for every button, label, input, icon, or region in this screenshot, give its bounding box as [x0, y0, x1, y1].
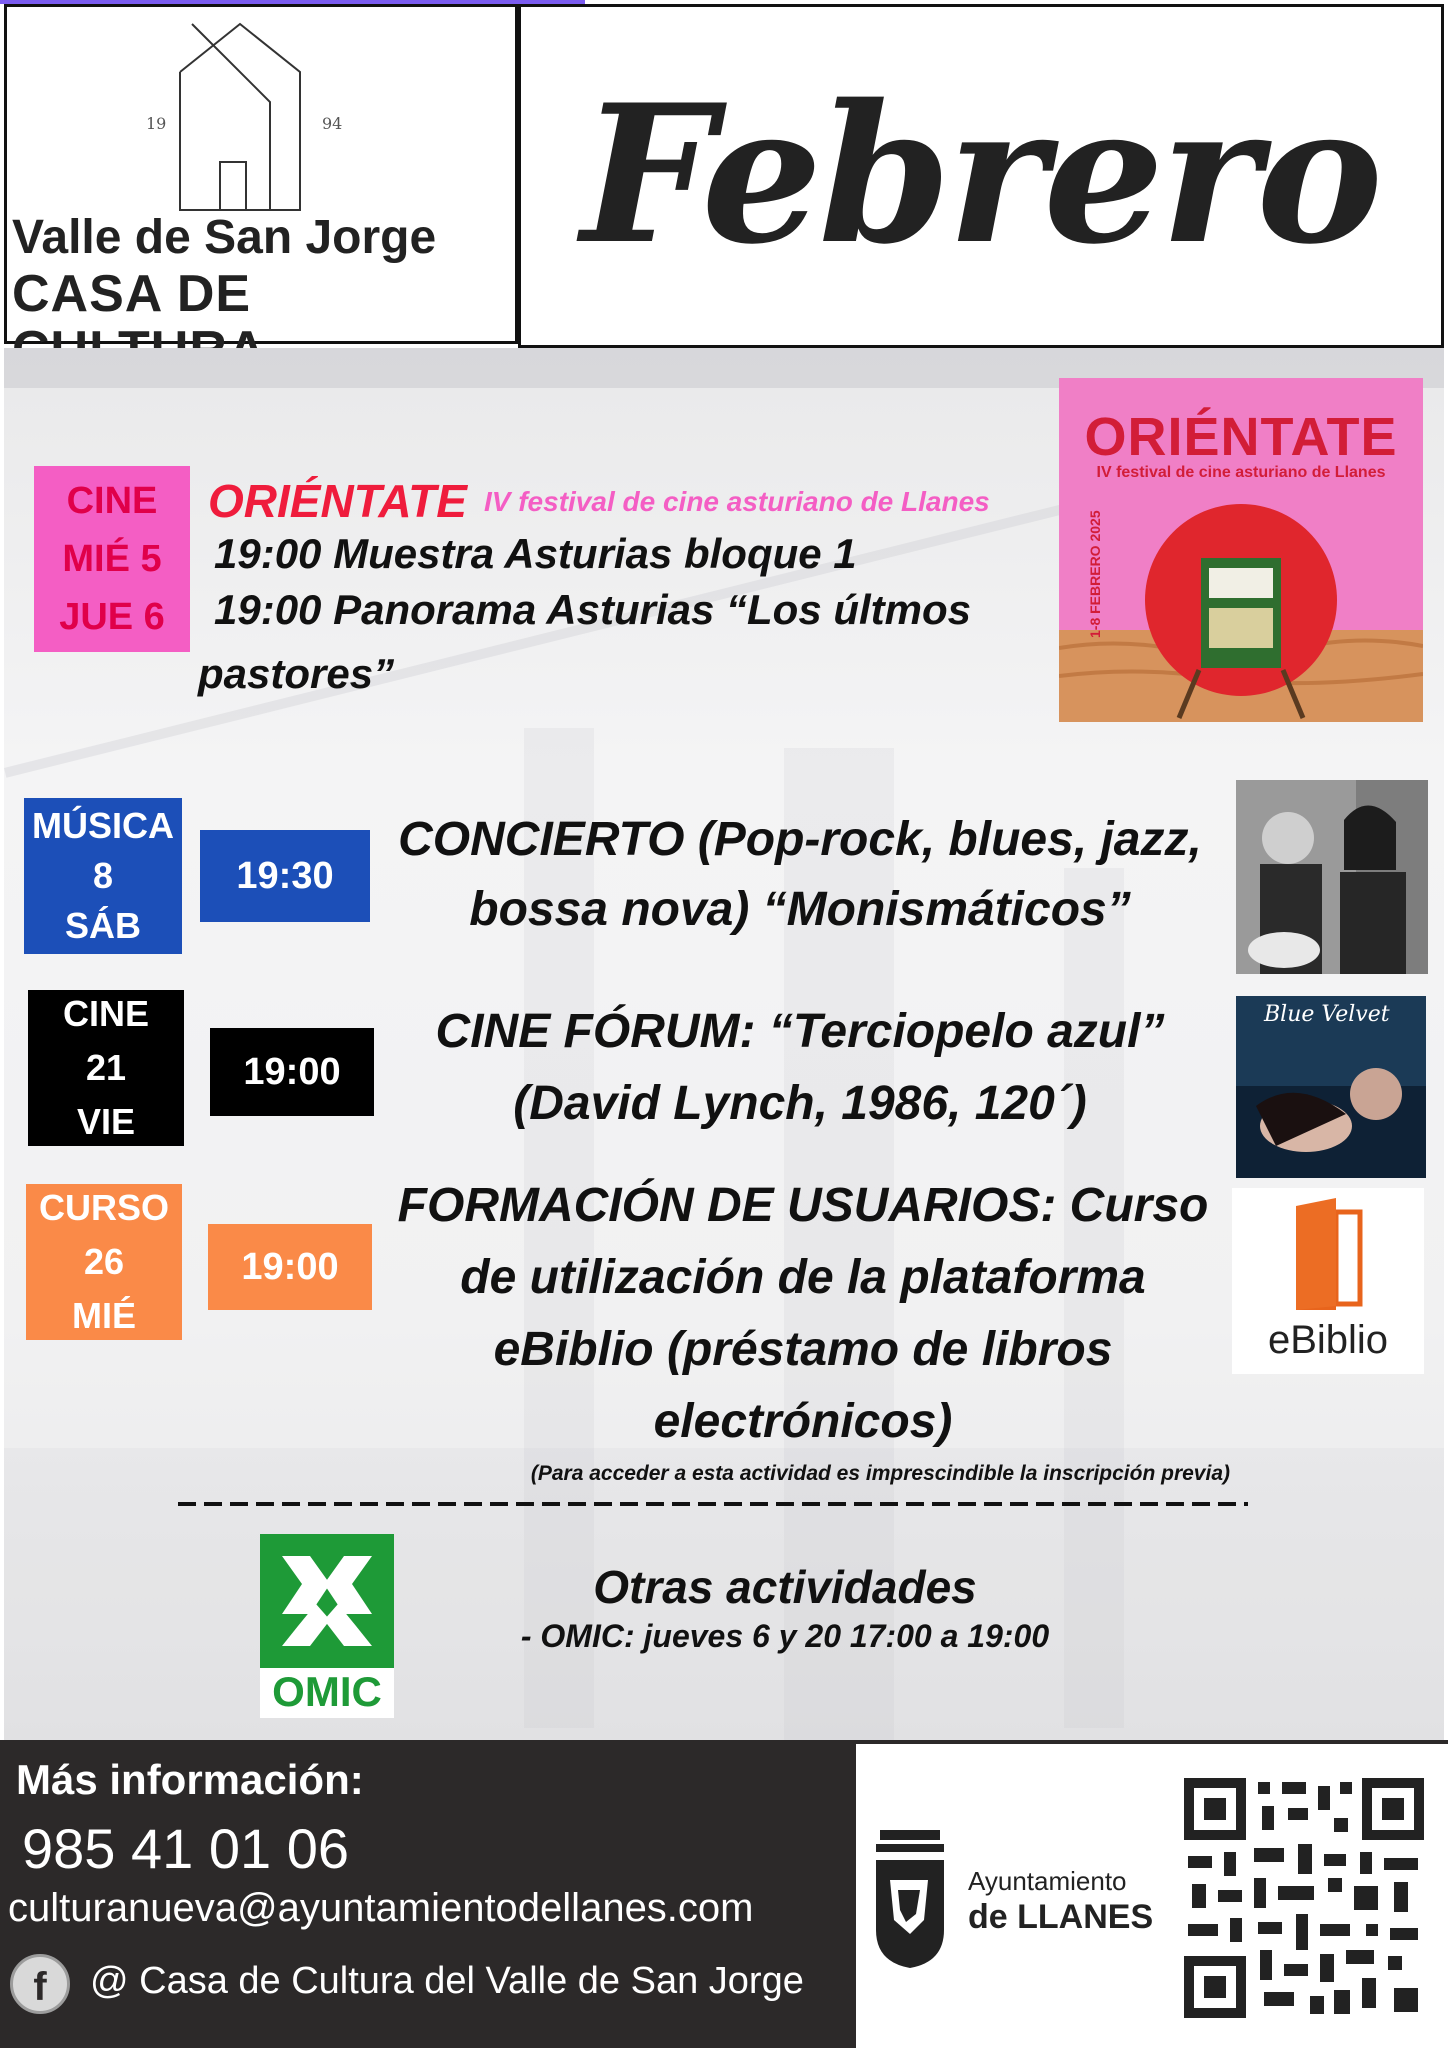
event-3-weekday: VIE: [76, 1101, 136, 1142]
event-3-day-number: 21: [85, 1047, 127, 1088]
event-4-time: 19:00: [208, 1224, 372, 1310]
event-1-day-a: MIÉ 5: [62, 538, 162, 580]
event-1-day-b: JUE 6: [59, 596, 165, 638]
event-3-line-1: CINE FÓRUM: “Terciopelo azul”: [435, 1005, 1165, 1058]
omic-logo-icon: [260, 1534, 394, 1668]
event-4-line-3: eBiblio (préstamo de libros: [493, 1323, 1113, 1376]
festival-poster: [1059, 378, 1423, 722]
org-name: Valle de San Jorge: [12, 211, 437, 264]
event-4-category: CURSO: [38, 1187, 169, 1228]
event-4-line-1: FORMACIÓN DE USUARIOS: Curso: [397, 1179, 1209, 1232]
llanes-crest-icon: [872, 1830, 948, 1970]
event-4-day-number: 26: [83, 1241, 125, 1282]
event-2-category: MÚSICA: [32, 805, 174, 846]
qr-code-icon[interactable]: [1184, 1778, 1424, 2018]
ebiblio-logo-icon: [1288, 1194, 1368, 1318]
event-3-line-2: (David Lynch, 1986, 120´): [513, 1077, 1087, 1130]
event-1-subtitle: IV festival de cine asturiano de Llanes: [484, 486, 990, 517]
movie-poster-photo: [1236, 996, 1426, 1178]
ebiblio-logo: [1232, 1188, 1424, 1374]
event-2-time: 19:30: [200, 830, 370, 922]
year-left: 19: [146, 114, 167, 133]
month-title: Febrero: [580, 63, 1380, 286]
event-3-time: 19:00: [210, 1028, 374, 1116]
event-1-title: ORIÉNTATE: [208, 475, 467, 527]
event-4-date-badge: [26, 1184, 182, 1340]
omic-logo-text: OMIC: [272, 1668, 382, 1715]
dashed-divider: [178, 1502, 1248, 1506]
ebiblio-logo-text: eBiblio: [1267, 1318, 1389, 1362]
year-right: 94: [322, 114, 343, 133]
band-photo-artwork: [1236, 780, 1428, 974]
band-photo: [1236, 780, 1428, 974]
event-1-category: CINE: [66, 480, 158, 522]
event-2-date-badge: [24, 798, 182, 954]
event-3-category: CINE: [62, 993, 149, 1034]
org-subtitle: CASA DE: [12, 265, 252, 323]
more-info-heading: Más información:: [16, 1756, 364, 1803]
council-name-line-1: Ayuntamiento: [968, 1866, 1127, 1896]
facebook-handle[interactable]: @ Casa de Cultura del Valle de San Jorge: [90, 1960, 804, 2002]
event-4-line-2: de utilización de la plataforma: [460, 1251, 1146, 1304]
phone-number[interactable]: 985 41 01 06: [22, 1817, 349, 1880]
facebook-icon[interactable]: f: [10, 1954, 70, 2014]
email-address[interactable]: culturanueva@ayuntamientodellanes.com: [8, 1886, 754, 1930]
movie-poster-caption: Blue Velvet: [1264, 1002, 1390, 1027]
event-3-date-badge: [28, 990, 184, 1146]
event-4-line-4: electrónicos): [653, 1395, 953, 1448]
poster-subtitle: IV festival de cine asturiano de Llanes: [1096, 464, 1386, 481]
house-logo-icon: [170, 22, 310, 212]
poster-date: 1-8 FEBRERO 2025: [1087, 510, 1103, 638]
poster-title: ORIÉNTATE: [1084, 407, 1398, 467]
poster-artwork: [1059, 498, 1423, 722]
omic-logo: [260, 1534, 394, 1718]
event-4-weekday: MIÉ: [71, 1295, 136, 1336]
council-name-line-2: de LLANES: [968, 1898, 1154, 1936]
event-1-line-3: pastores”: [198, 650, 395, 697]
event-1-line-2: 19:00 Panorama Asturias “Los últmos: [214, 586, 972, 633]
other-activities-line: - OMIC: jueves 6 y 20 17:00 a 19:00: [520, 1618, 1050, 1654]
event-1-date-badge: [34, 466, 190, 652]
other-activities-title: Otras actividades: [593, 1561, 977, 1613]
event-2-weekday: SÁB: [64, 905, 141, 946]
event-4-note: (Para acceder a esta actividad es imprescindible la inscripción previa): [530, 1462, 1230, 1485]
event-2-line-2: bossa nova) “Monismáticos”: [469, 883, 1131, 936]
event-2-line-1: CONCIERTO (Pop-rock, blues, jazz,: [398, 813, 1202, 866]
event-4-description: [378, 1170, 1228, 1458]
event-1-line-1: 19:00 Muestra Asturias bloque 1: [214, 530, 857, 577]
event-2-day-number: 8: [92, 855, 114, 896]
